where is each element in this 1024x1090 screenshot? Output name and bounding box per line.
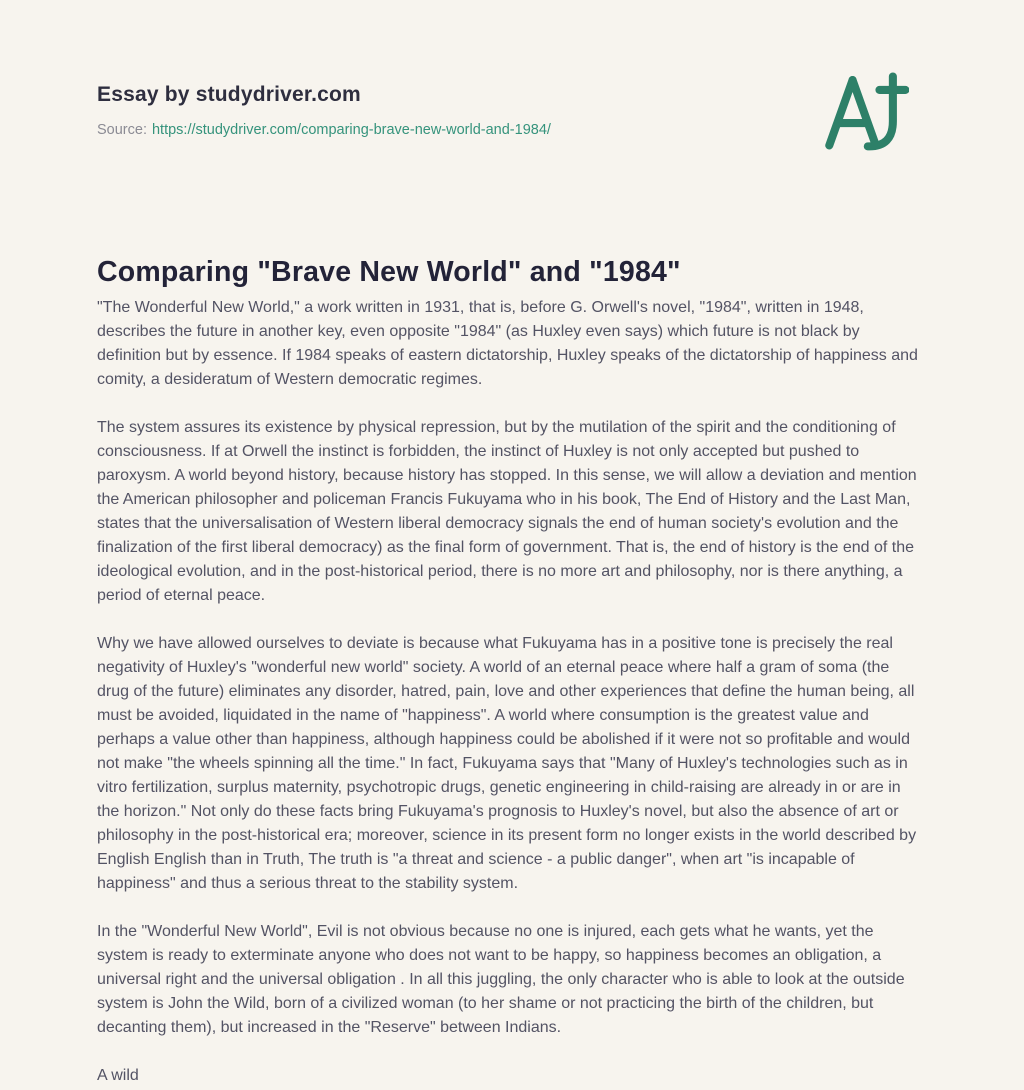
source-label: Source: [97,122,147,138]
source-line [97,121,551,139]
page-header [97,70,925,160]
essay-paragraph-5: A wild [97,1067,139,1084]
essay-title: Comparing "Brave New World" and "1984" [97,256,681,288]
byline: Essay by studydriver.com [97,83,361,106]
header-text-block [97,70,551,139]
essay-paragraph-3: Why we have allowed ourselves to deviate is because what Fukuyama has in a positive tone is precisely the real negativity of Huxley's "wonderful new world" society. A world of an eternal peace where half a gram of soma (the drug of the future) eliminates any disorder, hatred, pain, love and other experiences that define the human being, all must be avoided, liquidated in the name of "happiness". A world where consumption is the greatest value and perhaps a value other than happiness, although happiness could be abolished if it were not so profitable and would not make "the wheels spinning all the time." In fact, Fukuyama says that "Many of Huxley's technologies such as in vitro fertilization, surplus maternity, psychotropic drugs, genetic engineering in child-raising are already in or are in the horizon." Not only do these facts bring Fukuyama's prognosis to Huxley's novel, but also the absence of art or philosophy in the post-historical era; moreover, science in its present form no longer exists in the world described by English English than in Truth, The truth is "a threat and science - a public danger", when art "is incapable of happiness" and thus a serious threat to the stability system. [97,635,917,892]
source-link[interactable]: https://studydriver.com/comparing-brave-new-world-and-1984/ [151,122,551,138]
studydriver-logo-icon [823,70,909,160]
essay-paragraph-4: In the "Wonderful New World", Evil is not obvious because no one is injured, each gets what he wants, yet the system is ready to exterminate anyone who does not want to be happy, so happiness becomes an obligation, a universal right and the universal obligation . In all this juggling, the only character who is able to look at the outside system is John the Wild, born of a civilized woman (to her shame or not practicing the birth of the children, but decanting them), but increased in the "Reserve" between Indians. [97,923,905,1036]
essay-body [97,257,925,1088]
essay-paragraph-2: The system assures its existence by physical repression, but by the mutilation of the spirit and the conditioning of consciousness. If at Orwell the instinct is forbidden, the instinct of Huxley is not only accepted but pushed to paroxysm. A world beyond history, because history has stopped. In this sense, we will allow a deviation and mention the American philosopher and policeman Francis Fukuyama who in his book, The End of History and the Last Man, states that the universalisation of Western liberal democracy signals the end of human society's evolution and the finalization of the first liberal democracy) as the final form of government. That is, the end of history is the end of the ideological evolution, and in the post-historical period, there is no more art and philosophy, nor is there anything, a period of eternal peace. [97,419,917,604]
essay-paragraph-1: "The Wonderful New World," a work written in 1931, that is, before G. Orwell's novel, "1984", written in 1948, describes the future in another key, even opposite "1984" (as Huxley even says) which future is not black by definition but by essence. If 1984 speaks of eastern dictatorship, Huxley speaks of the dictatorship of happiness and comity, a desideratum of Western democratic regimes. [97,299,918,388]
